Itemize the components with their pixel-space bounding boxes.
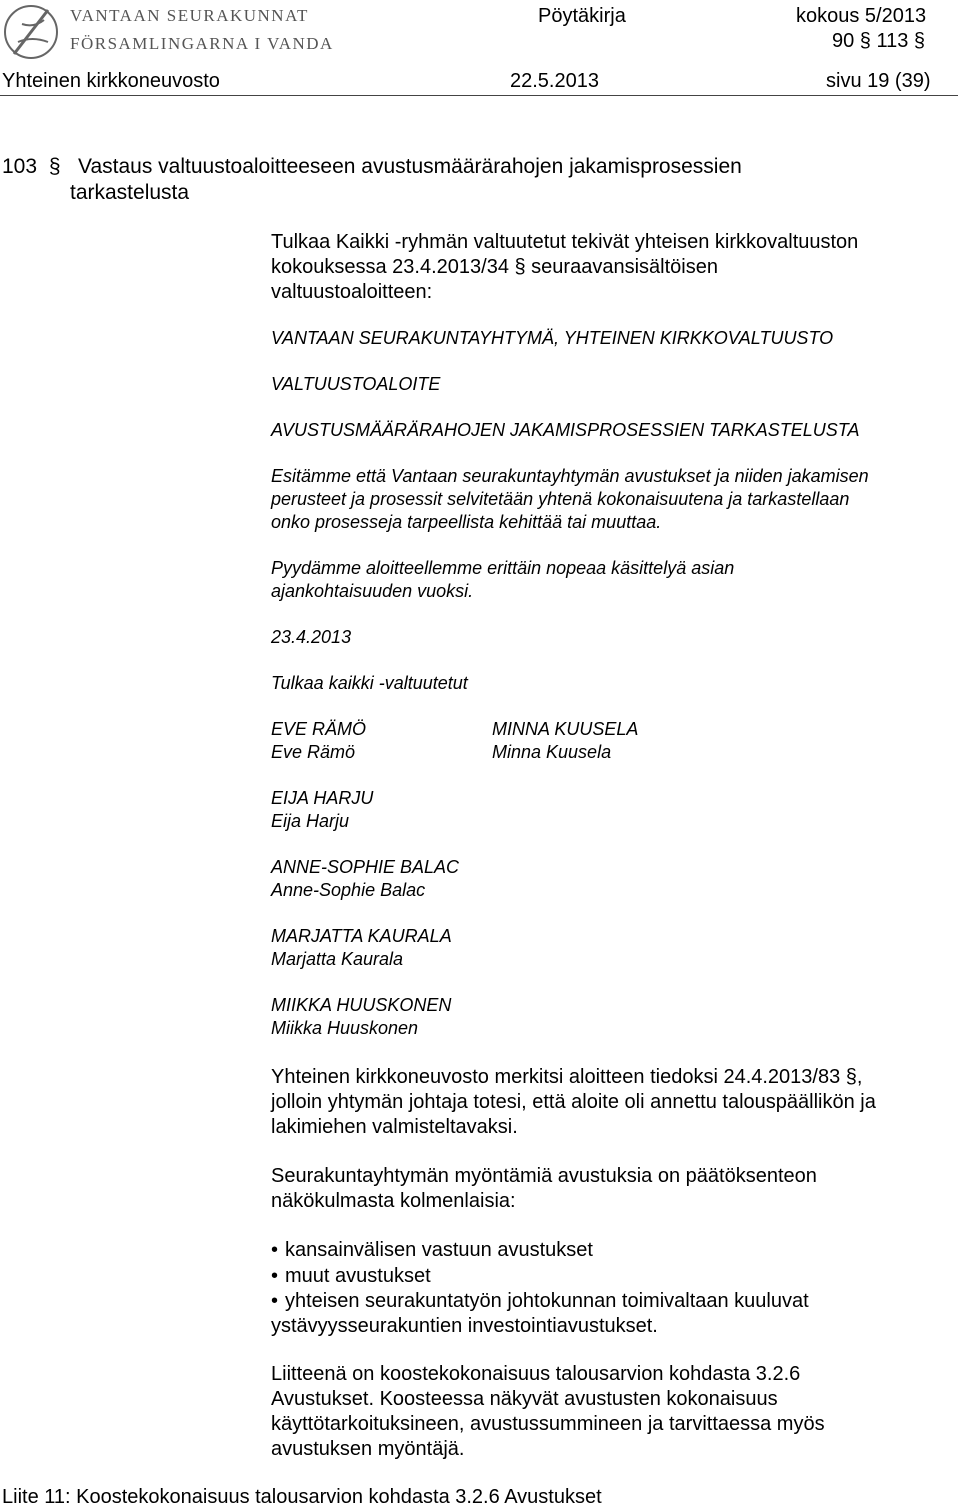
response-p3-line3: käyttötarkoituksineen, avustussummineen ja tarvittaessa myös [271, 1413, 825, 1435]
body-name: Yhteinen kirkkoneuvosto [2, 70, 220, 92]
footer-attachment: Liite 11: Koostekokonaisuus talousarvion kohdasta 3.2.6 Avustukset [2, 1486, 602, 1508]
list-item: • yhteisen seurakuntatyön johtokunnan toimivaltaan kuuluvat [271, 1289, 809, 1315]
response-p3-line1: Liitteenä on koostekokonaisuus talousarvion kohdasta 3.2.6 [271, 1363, 801, 1385]
response-p2-line2: näkökulmasta kolmenlaisia: [271, 1190, 516, 1212]
signatory-name: Anne-Sophie Balac [271, 880, 426, 900]
signatory-caps: MARJATTA KAURALA [271, 926, 452, 946]
list-item: • kansainvälisen vastuun avustukset [271, 1238, 809, 1264]
doc-type: Pöytäkirja [538, 5, 626, 27]
motion-heading-2: VALTUUSTOALOITE [271, 374, 441, 394]
section-range: 90 § 113 § [832, 30, 926, 52]
motion-heading-3: AVUSTUSMÄÄRÄRAHOJEN JAKAMISPROSESSIEN TARKASTELUSTA [271, 420, 860, 440]
signatory-caps: MINNA KUUSELA [492, 719, 639, 739]
org-name-line1: VANTAAN SEURAKUNNAT [70, 6, 309, 25]
motion-heading-1: VANTAAN SEURAKUNTAYHTYMÄ, YHTEINEN KIRKKOVALTUUSTO [271, 328, 834, 348]
motion-para1-line1: Esitämme että Vantaan seurakuntayhtymän avustukset ja niiden jakamisen [271, 466, 869, 486]
motion-para2-line2: ajankohtaisuuden vuoksi. [271, 581, 474, 601]
page-number: sivu 19 (39) [826, 70, 931, 92]
motion-group: Tulkaa kaikki -valtuutetut [271, 673, 468, 693]
section-num: 103 [2, 155, 38, 178]
intro-line1: Tulkaa Kaikki -ryhmän valtuutetut tekivät yhteisen kirkkovaltuuston [271, 231, 859, 253]
response-p1-line3: lakimiehen valmisteltavaksi. [271, 1116, 518, 1138]
section-title-line1: Vastaus valtuustoaloitteeseen avustusmäärärahojen jakamisprosessien [78, 155, 742, 178]
signatory-name: Minna Kuusela [492, 742, 612, 762]
grant-types-list [271, 1238, 809, 1315]
signatory-name: Eija Harju [271, 811, 350, 831]
response-p3-line2: Avustukset. Koosteessa näkyvät avustusten kokonaisuus [271, 1388, 778, 1410]
logo [4, 2, 62, 64]
motion-para1-line2: perusteet ja prosessit selvitetään yhtenä kokonaisuutena ja tarkastellaan [271, 489, 850, 509]
header-rule [0, 95, 958, 96]
bullet-icon: • [271, 1239, 279, 1261]
section-number [2, 153, 61, 180]
org-name-line2: FÖRSAMLINGARNA I VANDA [70, 34, 334, 53]
bullet3-continuation: ystävyysseurakuntien investointiavustukset. [271, 1315, 658, 1337]
signatory-name: Miikka Huuskonen [271, 1018, 419, 1038]
signatory-name: Marjatta Kaurala [271, 949, 404, 969]
meeting-number: kokous 5/2013 [796, 5, 927, 27]
meeting-date: 22.5.2013 [510, 70, 599, 92]
response-p3-line4: avustuksen myöntäjä. [271, 1438, 465, 1460]
signatory-caps: EVE RÄMÖ [271, 719, 367, 739]
motion-para2-line1: Pyydämme aloitteellemme erittäin nopeaa käsittelyä asian [271, 558, 735, 578]
response-p1-line1: Yhteinen kirkkoneuvosto merkitsi aloitteen tiedoksi 24.4.2013/83 §, [271, 1066, 863, 1088]
intro-line3: valtuustoaloitteen: [271, 281, 433, 303]
signatory-caps: MIIKKA HUUSKONEN [271, 995, 452, 1015]
list-item: • muut avustukset [271, 1264, 809, 1290]
signatory-name: Eve Rämö [271, 742, 356, 762]
motion-date: 23.4.2013 [271, 627, 352, 647]
bullet-icon: • [271, 1290, 279, 1312]
motion-para1-line3: onko prosesseja tarpeellista kehittää tai muuttaa. [271, 512, 662, 532]
church-logo-icon [4, 2, 62, 64]
signatory-caps: EIJA HARJU [271, 788, 374, 808]
intro-line2: kokouksessa 23.4.2013/34 § seuraavansisältöisen [271, 256, 718, 278]
section-symbol: § [48, 155, 61, 178]
signatory-caps: ANNE-SOPHIE BALAC [271, 857, 460, 877]
bullet-icon: • [271, 1264, 279, 1287]
section-title-line2: tarkastelusta [70, 181, 190, 204]
response-p2-line1: Seurakuntayhtymän myöntämiä avustuksia on päätöksenteon [271, 1165, 817, 1187]
response-p1-line2: jolloin yhtymän johtaja totesi, että aloite oli annettu talouspäällikön ja [271, 1091, 876, 1113]
